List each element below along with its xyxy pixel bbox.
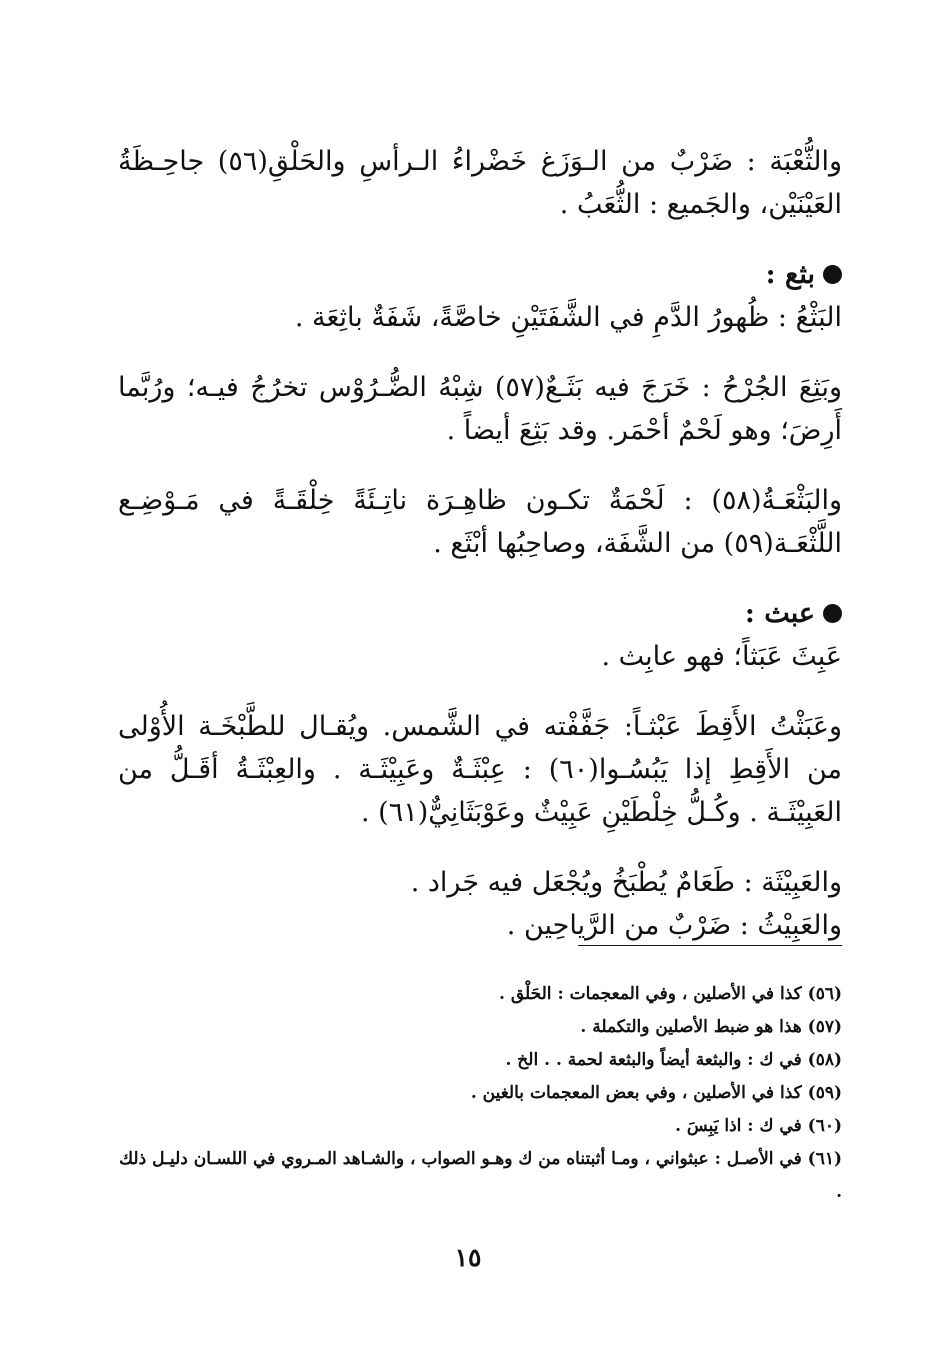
footnote-58: (٥٨) في ك : والبثعة أيضاً والبثعة لحمة . . الخ .: [505, 1050, 842, 1070]
paragraph-bathaa: والبَثْعَـةُ(٥٨) : لَحْمَةٌ تكـون ظاهِـرَة ناتِـئَةً خِلْقَـةً في مَـوْضِـع اللَّثْعَـة(٥٩) من الشَّفَة، وصاحِبُها أبْثَع .: [118, 485, 842, 559]
paragraph-bathia-aljurh: وبَثِعَ الجُرْحُ : خَرَجَ فيه بَثَـعٌ(٥٧) شِبْهُ الضُّـرُوْس تخرُجُ فيـه؛ ورُبَّما أَرِضَ؛ وهو لَحْمٌ أحْمَر. وقد بَثِعَ أيضاً .: [118, 372, 843, 446]
page-number: ١٥: [454, 1243, 482, 1272]
footnote-59: (٥٩) كذا في الأصلين ، وفي بعض المعجمات بالغين .: [470, 1083, 842, 1103]
footnote-divider: [578, 945, 842, 946]
footnote-60: (٦٠) في ك : اذا يَبِسَ .: [675, 1116, 842, 1136]
bullet-icon: [823, 265, 842, 284]
paragraph-thuba: والثُّعْبَة : ضَرْبٌ من الـوَزَغ خَضْراءُ الـرأسِ والحَلْقِ(٥٦) جاحِـظَةُ العَيْنَيْن، والجَميع : الثُّعَبُ .: [118, 146, 842, 220]
entry-heading-batha: [118, 253, 842, 296]
paragraph-bath: البَثْعُ : ظُهورُ الدَّمِ في الشَّفَتَيْنِ خاصَّةً، شَفَةٌ باثِعَة .: [294, 302, 842, 333]
paragraph-abith-plant: والعَبِيْثُ : ضَرْبٌ من الرَّياحِين .: [506, 910, 842, 941]
footnote-57: (٥٧) هذا هو ضبط الأصلين والتكملة .: [580, 1017, 842, 1037]
bullet-icon: [823, 604, 842, 623]
entry-heading-label: بثع :: [765, 259, 815, 290]
paragraph-aqit: وعَبَثْتُ الأَقِطَ عَبْثـاً: جَفَّفْته في الشَّمس. ويُقـال للطَّبْخَـة الأُوْلى من الأَقِطِ إذا يَبُسُـوا(٦٠) : عِبْثَـةٌ وعَبِيْثَـة . والعِبْثَـةُ أقَـلُّ من العَبِيْثَـة . وكُـلُّ خِلْطَيْنِ عَبِيْثٌ وعَوْبَثَانِيٌّ(٦١) .: [118, 711, 842, 828]
footnote-56: (٥٦) كذا في الأصلين ، وفي المعجمات : الحَلْق .: [499, 984, 842, 1004]
paragraph-abith: عَبِثَ عَبَثاً؛ فهو عابِث .: [601, 641, 842, 672]
main-text: [118, 140, 842, 974]
entry-heading-label: عبث :: [744, 598, 815, 629]
paragraph-abitha-food: والعَبِيْثَة : طَعَامٌ يُطْبَخُ ويُجْعَل فيه جَراد .: [410, 867, 842, 898]
footnotes: [118, 978, 842, 1209]
entry-heading-abatha: [118, 592, 842, 635]
footnote-61: (٦١) في الأصـل : عبثواني ، ومـا أثبتناه من ك وهـو الصواب ، والشـاهد المـروي في اللسـان دليـل ذلك .: [119, 1149, 842, 1202]
